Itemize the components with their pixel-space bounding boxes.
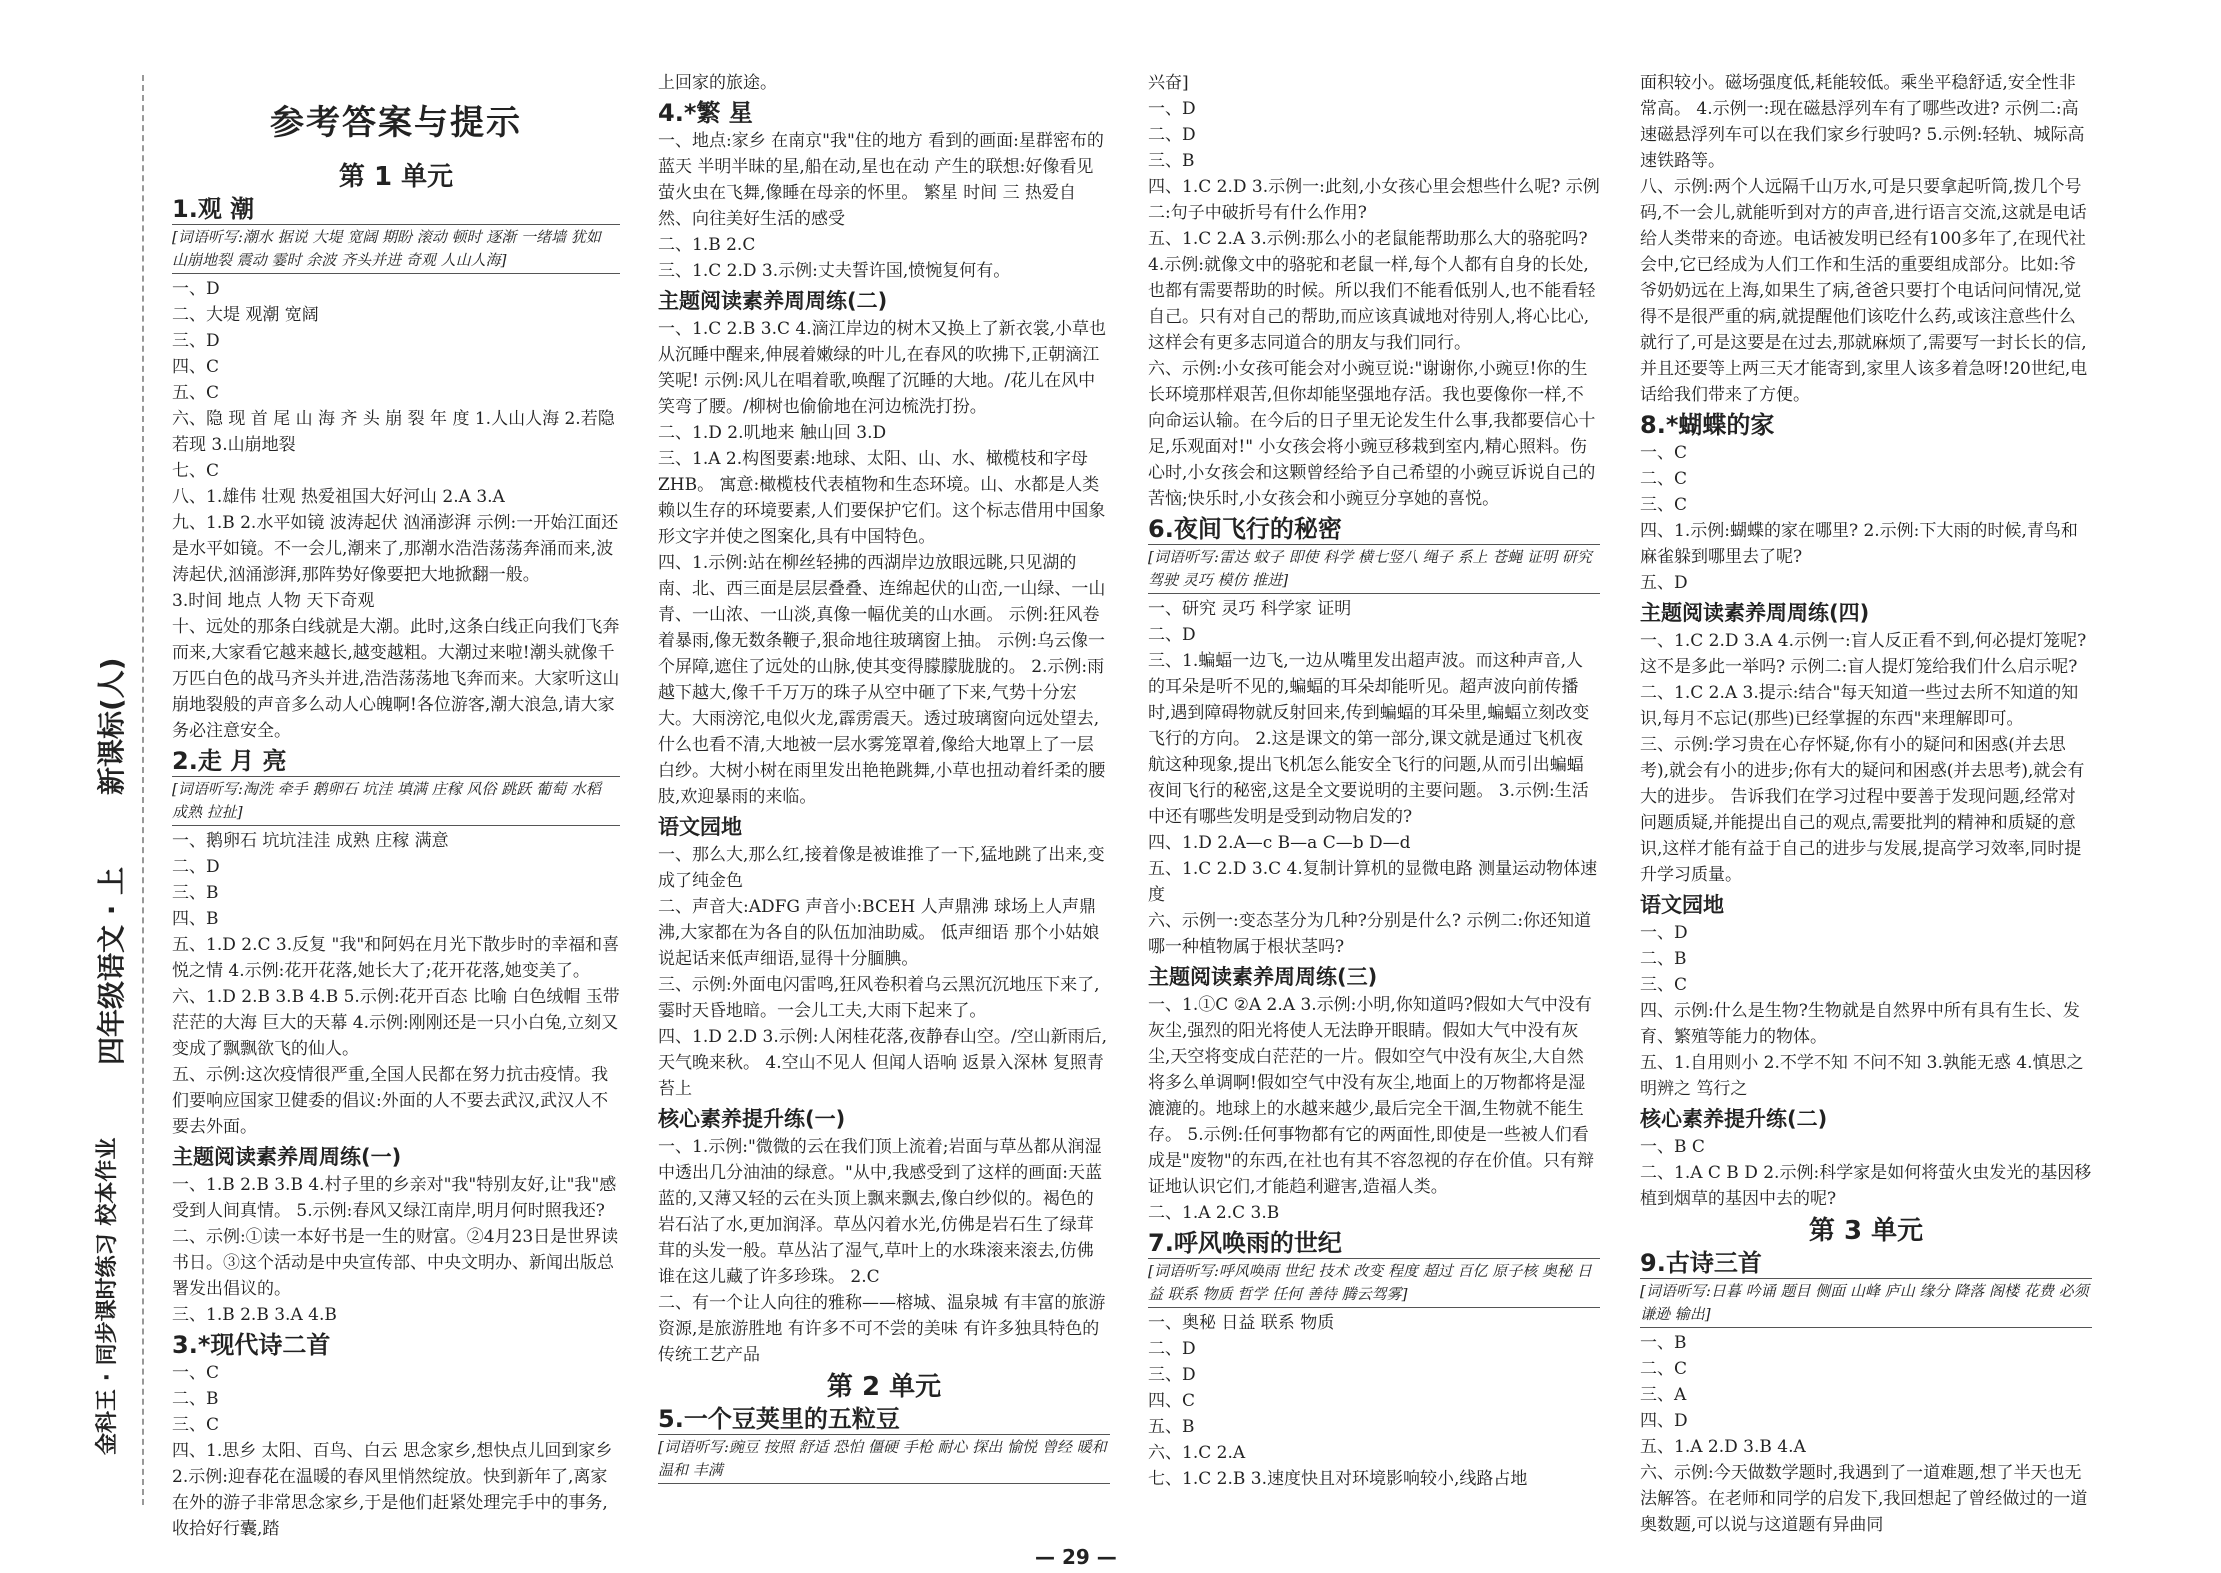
- section-heading: 主题阅读素养周周练(三): [1148, 965, 1378, 989]
- answer-line: 五、1.C 2.D 3.C 4.复制计算机的显微电路 测量运动物体速度: [1148, 859, 1598, 905]
- lesson-title: 3.*现代诗二首: [172, 1331, 331, 1359]
- answer-line: 三、C: [172, 1415, 220, 1435]
- answer-line: 二、示例:①读一本好书是一生的财富。②4月23日是世界读书日。③这个活动是中央宣传部、中央文明办、新闻出版总署发出倡议的。: [172, 1227, 619, 1299]
- answer-line: 九、1.B 2.水平如镜 波涛起伏 汹涌澎湃 示例:一开始江面还是水平如镜。不一会儿,潮来了,那潮水浩浩荡荡奔涌而来,波涛起伏,汹涌澎湃,那阵势好像要把大地掀翻一般。: [172, 513, 619, 585]
- answer-line: 四、1.示例:站在柳丝轻拂的西湖岸边放眼远眺,只见湖的南、北、西三面是层层叠叠、连绵起伏的山峦,一山绿、一山青、一山浓、一山淡,真像一幅优美的山水画。 示例:狂风卷着暴雨,像无数条鞭子,狠命地往玻璃窗上抽。 示例:乌云像一个屏障,遮住了远处的山脉,使其变得朦朦胧胧的。 2.示例:雨越下越大,像千千万万的珠子从空中砸了下来,气势十分宏大。大雨滂沱,电似火龙,霹雳震天。透过玻璃窗向远处望去,什么也看不清,大地被一层水雾笼罩着,像给大地罩上了一层白纱。大树小树在雨里发出艳艳跳舞,小草也扭动着纤柔的腰肢,欢迎暴雨的来临。: [658, 553, 1106, 807]
- answer-line: 一、C: [172, 1363, 220, 1383]
- answer-line: 三、1.B 2.B 3.A 4.B: [172, 1305, 337, 1325]
- answer-line: 一、奥秘 日益 联系 物质: [1148, 1313, 1335, 1333]
- answer-line: 八、示例:两个人远隔千山万水,可是只要拿起听筒,拨几个号码,不一会儿,就能听到对方的声音,进行语言交流,这就是电话给人类带来的奇迹。电话被发明已经有100多年了,在现代社会中,它已经成为人们工作和生活的重要组成部分。比如:爷爷奶奶远在上海,如果生了病,爸爸只要打个电话问问情况,觉得不是很严重的病,就提醒他们该吃什么药,或该注意些什么就行了,可是这要是在过去,那就麻烦了,需要写一封长长的信,并且还要等上两三天才能寄到,家里人该多着急呀!20世纪,电话给我们带来了方便。: [1640, 177, 2088, 405]
- answer-line: 二、1.B 2.C: [658, 235, 756, 255]
- answer-line: 一、1.C 2.B 3.C 4.滴江岸边的树木又换上了新衣裳,小草也从沉睡中醒来,伸展着嫩绿的叶儿,在春风的吹拂下,正朝滴江笑呢! 示例:风儿在唱着歌,唤醒了沉睡的大地。/花儿在风中笑弯了腰。/柳树也偷偷地在河边梳洗打扮。: [658, 319, 1107, 417]
- cut-line: [142, 75, 144, 1505]
- series-label: 金科王 · 同步课时练习 校本作业: [95, 1137, 120, 1455]
- answer-line: 三、D: [1148, 1365, 1196, 1385]
- answer-line: 二、B: [172, 1389, 219, 1409]
- answer-line: 三、B: [1148, 151, 1195, 171]
- answer-line: 一、D: [1640, 923, 1688, 943]
- answer-line: 八、1.雄伟 壮观 热爱祖国大好河山 2.A 3.A: [172, 487, 505, 507]
- vocabulary-list: [词语听写:淘洗 牵手 鹅卵石 坑洼 填满 庄稼 风俗 跳跃 葡萄 水稻 成熟 拉扯]: [172, 776, 620, 826]
- answer-line: 二、有一个让人向往的雅称——榕城、温泉城 有丰富的旅游资源,是旅游胜地 有许多不可不尝的美味 有许多独具特色的传统工艺产品: [658, 1293, 1106, 1365]
- answer-line: 五、B: [1148, 1417, 1195, 1437]
- vocabulary-list: [词语听写:日暮 吟诵 题目 侧面 山峰 庐山 缘分 降落 阁楼 花费 必须 谦逊 输出]: [1640, 1278, 2092, 1328]
- answer-line: 面积较小。磁场强度低,耗能较低。乘坐平稳舒适,安全性非常高。 4.示例一:现在磁悬浮列车有了哪些改进? 示例二:高速磁悬浮列车可以在我们家乡行驶吗? 5.示例:轻轨、城际高速铁路等。: [1640, 73, 2085, 171]
- column-1: [172, 70, 620, 1542]
- answer-line: 六、1.C 2.A: [1148, 1443, 1246, 1463]
- answer-line: 五、1.D 2.C 3.反复 "我"和阿妈在月光下散步时的幸福和喜悦之情 4.示例:花开花落,她长大了;花开花落,她变美了。: [172, 935, 620, 981]
- answer-line: 一、1.示例:"微微的云在我们顶上流着;岩面与草丛都从润湿中透出几分油油的绿意。"从中,我感受到了这样的画面:天蓝蓝的,又薄又轻的云在头顶上飘来飘去,像白纱似的。褐色的岩石沾了水,更加润泽。草丛闪着水光,仿佛是岩石生了绿茸茸的头发一般。草丛沾了湿气,草叶上的水珠滚来滚去,仿佛谁在这儿藏了许多珍珠。 2.C: [658, 1137, 1102, 1287]
- answer-line: 五、1.自用则小 2.不学不知 不问不知 3.孰能无惑 4.慎思之 明辨之 笃行之: [1640, 1053, 2084, 1099]
- answer-line: 二、B: [1640, 949, 1687, 969]
- answer-line: 四、1.D 2.A—c B—a C—b D—d: [1148, 833, 1411, 853]
- edition-label: 新课标(人): [95, 657, 128, 795]
- lesson-title: 9.古诗三首: [1640, 1249, 1762, 1277]
- lesson-title: 5.一个豆荚里的五粒豆: [658, 1405, 900, 1433]
- answer-line: 三、示例:外面电闪雷鸣,狂风卷积着乌云黑沉沉地压下来了,霎时天昏地暗。一会儿工夫,大雨下起来了。: [658, 975, 1100, 1021]
- answer-line: 四、1.C 2.D 3.示例一:此刻,小女孩心里会想些什么呢? 示例二:句子中破折号有什么作用?: [1148, 177, 1600, 223]
- answer-line: 四、D: [1640, 1411, 1688, 1431]
- answer-line: 3.时间 地点 人物 天下奇观: [172, 591, 375, 611]
- vocabulary-list: [词语听写:雷达 蚊子 即使 科学 横七竖八 绳子 系上 苍蝇 证明 研究 驾驶 灵巧 模仿 推进]: [1148, 544, 1600, 594]
- answer-line: 六、示例一:变态茎分为几种?分别是什么? 示例二:你还知道哪一种植物属于根状茎吗?: [1148, 911, 1592, 957]
- lesson-title: 4.*繁 星: [658, 99, 753, 127]
- answer-line: 二、C: [1640, 1359, 1688, 1379]
- answer-line: 六、1.D 2.B 3.B 4.B 5.示例:花开百态 比喻 白色绒帽 玉带 茫茫的大海 巨大的天幕 4.示例:刚刚还是一只小白兔,立刻又变成了飘飘欲飞的仙人。: [172, 987, 620, 1059]
- answer-line: 二、D: [1148, 1339, 1196, 1359]
- answer-line: 五、D: [1640, 573, 1688, 593]
- unit-heading: 第 3 单元: [1808, 1216, 1924, 1246]
- answer-line: 五、1.A 2.D 3.B 4.A: [1640, 1437, 1806, 1457]
- answer-line: 四、1.D 2.D 3.示例:人闲桂花落,夜静春山空。/空山新雨后,天气晚来秋。 4.空山不见人 但闻人语响 返景入深林 复照青苔上: [658, 1027, 1107, 1099]
- answer-line: 五、示例:这次疫情很严重,全国人民都在努力抗击疫情。我们要响应国家卫健委的倡议:外面的人不要去武汉,武汉人不要去外面。: [172, 1065, 609, 1137]
- unit-heading: 第 1 单元: [338, 162, 454, 192]
- answer-line: 二、声音大:ADFG 声音小:BCEH 人声鼎沸 球场上人声鼎沸,大家都在为各自的队伍加油助威。 低声细语 那个小姑娘说起话来低声细语,显得十分腼腆。: [658, 897, 1100, 969]
- section-heading: 主题阅读素养周周练(二): [658, 289, 888, 313]
- column-4: [1640, 70, 2092, 1538]
- answer-line: 四、1.示例:蝴蝶的家在哪里? 2.示例:下大雨的时候,青鸟和麻雀躲到哪里去了呢?: [1640, 521, 2078, 567]
- answer-line: 三、1.A 2.构图要素:地球、太阳、山、水、橄榄枝和字母 ZHB。 寓意:橄榄枝代表植物和生态环境。山、水都是人类赖以生存的环境要素,人们要保护它们。这个标志借用中国象形文字并使之图案化,具有中国特色。: [658, 449, 1106, 547]
- answer-line: 二、1.A C B D 2.示例:科学家是如何将萤火虫发光的基因移植到烟草的基因中去的呢?: [1640, 1163, 2092, 1209]
- answer-line: 一、1.B 2.B 3.B 4.村子里的乡亲对"我"特别友好,让"我"感受到人间真情。 5.示例:春风又绿江南岸,明月何时照我还?: [172, 1175, 617, 1221]
- answer-line: 四、示例:什么是生物?生物就是自然界中所有具有生长、发育、繁殖等能力的物体。: [1640, 1001, 2080, 1047]
- answer-line: 一、研究 灵巧 科学家 证明: [1148, 599, 1352, 619]
- answer-line: 四、B: [172, 909, 219, 929]
- page-title: 参考答案与提示: [270, 103, 522, 143]
- answer-line: 二、D: [172, 857, 220, 877]
- answer-line: 三、B: [172, 883, 219, 903]
- answer-line: 五、C: [172, 383, 220, 403]
- answer-line: 兴奋]: [1148, 73, 1189, 93]
- answer-line: 一、B: [1640, 1333, 1687, 1353]
- answer-line: 六、隐 现 首 尾 山 海 齐 头 崩 裂 年 度 1.人山人海 2.若隐若现 3.山崩地裂: [172, 409, 615, 455]
- answer-line: 七、C: [172, 461, 220, 481]
- column-3: [1148, 70, 1600, 1492]
- answer-line: 三、C: [1640, 495, 1688, 515]
- answer-line: 四、C: [1148, 1391, 1196, 1411]
- answer-line: 一、那么大,那么红,接着像是被谁推了一下,猛地跳了出来,变成了纯金色: [658, 845, 1105, 891]
- answer-line: 一、D: [172, 279, 220, 299]
- answer-line: 四、C: [172, 357, 220, 377]
- answer-line: 一、1.C 2.D 3.A 4.示例一:盲人反正看不到,何必提灯笼呢?这不是多此一举吗? 示例二:盲人提灯笼给我们什么启示呢?: [1640, 631, 2087, 677]
- answer-line: 一、鹅卵石 坑坑洼洼 成熟 庄稼 满意: [172, 831, 449, 851]
- answer-line: 二、1.A 2.C 3.B: [1148, 1203, 1280, 1223]
- section-heading: 主题阅读素养周周练(一): [172, 1145, 402, 1169]
- lesson-title: 8.*蝴蝶的家: [1640, 411, 1775, 439]
- answer-line: 三、C: [1640, 975, 1688, 995]
- answer-line: 二、C: [1640, 469, 1688, 489]
- answer-line: 三、示例:学习贵在心存怀疑,你有小的疑问和困惑(并去思考),就会有小的进步;你有大的疑问和困惑(并去思考),就会有大的进步。 告诉我们在学习过程中要善于发现问题,经常对问题质疑,并能提出自己的观点,需要批判的精神和质疑的意识,这样才能有益于自己的进步与发展,提高学习效率,同时提升学习质量。: [1640, 735, 2085, 885]
- column-2: [658, 70, 1110, 1486]
- answer-line: 二、大堤 观潮 宽阔: [172, 305, 319, 325]
- section-heading: 语文园地: [1640, 893, 1724, 917]
- lesson-title: 2.走 月 亮: [172, 747, 287, 775]
- section-heading: 主题阅读素养周周练(四): [1640, 601, 1870, 625]
- answer-line: 二、D: [1148, 625, 1196, 645]
- lesson-title: 7.呼风唤雨的世纪: [1148, 1229, 1342, 1257]
- binding-spine: [60, 75, 160, 1535]
- section-heading: 核心素养提升练(一): [658, 1107, 846, 1131]
- answer-line: 上回家的旅途。: [658, 73, 777, 93]
- answer-line: 三、1.蝙蝠一边飞,一边从嘴里发出超声波。而这种声音,人的耳朵是听不见的,蝙蝠的耳朵却能听见。超声波向前传播时,遇到障碍物就反射回来,传到蝙蝠的耳朵里,蝙蝠立刻改变飞行的方向。 2.这是课文的第一部分,课文就是通过飞机夜航这种现象,提出飞机怎么能安全飞行的问题,从而引出蝙蝠夜间飞行的秘密,这是全文要说明的主要问题。 3.示例:生活中还有哪些发明是受到动物启发的?: [1148, 651, 1590, 827]
- page-number: — 29 —: [1035, 1545, 1117, 1569]
- vocabulary-list: [词语听写:潮水 据说 大堤 宽阔 期盼 滚动 顿时 逐渐 一绪墙 犹如 山崩地裂 震动 霎时 余波 齐头并进 奇观 人山人海]: [172, 224, 620, 274]
- answer-line: 二、1.D 2.叽地来 触山回 3.D: [658, 423, 887, 443]
- answer-line: 六、示例:小女孩可能会对小豌豆说:"谢谢你,小豌豆!你的生长环境那样艰苦,但你却能坚强地存活。我也要像你一样,不向命运认输。在今后的日子里无论发生什么事,我都要信心十足,乐观面对!" 小女孩会将小豌豆移栽到室内,精心照料。伤心时,小女孩会和这颗曾经给予自己希望的小豌豆诉说自己的苦恼;快乐时,小女孩会和小豌豆分享她的喜悦。: [1148, 359, 1596, 509]
- answer-line: 三、A: [1640, 1385, 1687, 1405]
- answer-line: 一、B C: [1640, 1137, 1705, 1157]
- answer-line: 一、C: [1640, 443, 1688, 463]
- lesson-title: 1.观 潮: [172, 195, 255, 223]
- answer-line: 二、1.C 2.A 3.提示:结合"每天知道一些过去所不知道的知识,每月不忘记(那些)已经掌握的东西"来理解即可。: [1640, 683, 2079, 729]
- answer-line: 七、1.C 2.B 3.速度快且对环境影响较小,线路占地: [1148, 1469, 1528, 1489]
- vocabulary-list: [词语听写:豌豆 按照 舒适 恐怕 僵硬 手枪 耐心 探出 愉悦 曾经 暖和 温和 丰满: [658, 1434, 1110, 1484]
- answer-line: 一、地点:家乡 在南京"我"住的地方 看到的画面:星群密布的蓝天 半明半昧的星,船在动,星也在动 产生的联想:好像看见萤火虫在飞舞,像睡在母亲的怀里。 繁星 时间 三 热爱自然、向往美好生活的感受: [658, 131, 1104, 229]
- answer-line: 三、1.C 2.D 3.示例:丈夫誓许国,愤惋复何有。: [658, 261, 1011, 281]
- grade-label: 四年级语文 · 上: [95, 866, 128, 1065]
- answer-line: 五、1.C 2.A 3.示例:那么小的老鼠能帮助那么大的骆驼吗? 4.示例:就像文中的骆驼和老鼠一样,每个人都有自身的长处,也都有需要帮助的时候。所以我们不能看低别人,也不能看轻自己。只有对自己的帮助,而应该真诚地对待别人,将心比心,这样会有更多志同道合的朋友与我们同行。: [1148, 229, 1596, 353]
- section-heading: 核心素养提升练(二): [1640, 1107, 1828, 1131]
- answer-line: 二、D: [1148, 125, 1196, 145]
- section-heading: 语文园地: [658, 815, 742, 839]
- answer-line: 十、远处的那条白线就是大潮。此时,这条白线正向我们飞奔而来,大家看它越来越长,越变越粗。大潮过来啦!潮头就像千万匹白色的战马齐头并进,浩浩荡荡地飞奔而来。大家听这山崩地裂般的声音多么动人心魄啊!各位游客,潮大浪急,请大家务必注意安全。: [172, 617, 620, 741]
- vocabulary-list: [词语听写:呼风唤雨 世纪 技术 改变 程度 超过 百亿 原子核 奥秘 日益 联系 物质 哲学 任何 善待 腾云驾雾]: [1148, 1258, 1600, 1308]
- answer-line: 三、D: [172, 331, 220, 351]
- unit-heading: 第 2 单元: [826, 1372, 942, 1402]
- answer-line: 六、示例:今天做数学题时,我遇到了一道难题,想了半天也无法解答。在老师和同学的启发下,我回想起了曾经做过的一道奥数题,可以说与这道题有异曲同: [1640, 1463, 2088, 1535]
- answer-line: 一、D: [1148, 99, 1196, 119]
- answer-line: 四、1.思乡 太阳、百鸟、白云 思念家乡,想快点儿回到家乡 2.示例:迎春花在温暖的春风里悄然绽放。快到新年了,离家在外的游子非常思念家乡,于是他们赶紧处理完手中的事务,收拾好行囊,踏: [172, 1441, 613, 1539]
- answer-line: 一、1.①C ②A 2.A 3.示例:小明,你知道吗?假如大气中没有灰尘,强烈的阳光将使人无法睁开眼睛。假如大气中没有灰尘,天空将变成白茫茫的一片。假如空气中没有灰尘,大自然将多么单调啊!假如空气中没有灰尘,地面上的万物都将是湿漉漉的。地球上的水越来越少,最后完全干涸,生物就不能生存。 5.示例:任何事物都有它的两面性,即使是一些被人们看成是"废物"的东西,在社也有其不容忽视的存在价值。只有辩证地认识它们,才能趋利避害,造福人类。: [1148, 995, 1595, 1197]
- lesson-title: 6.夜间飞行的秘密: [1148, 515, 1342, 543]
